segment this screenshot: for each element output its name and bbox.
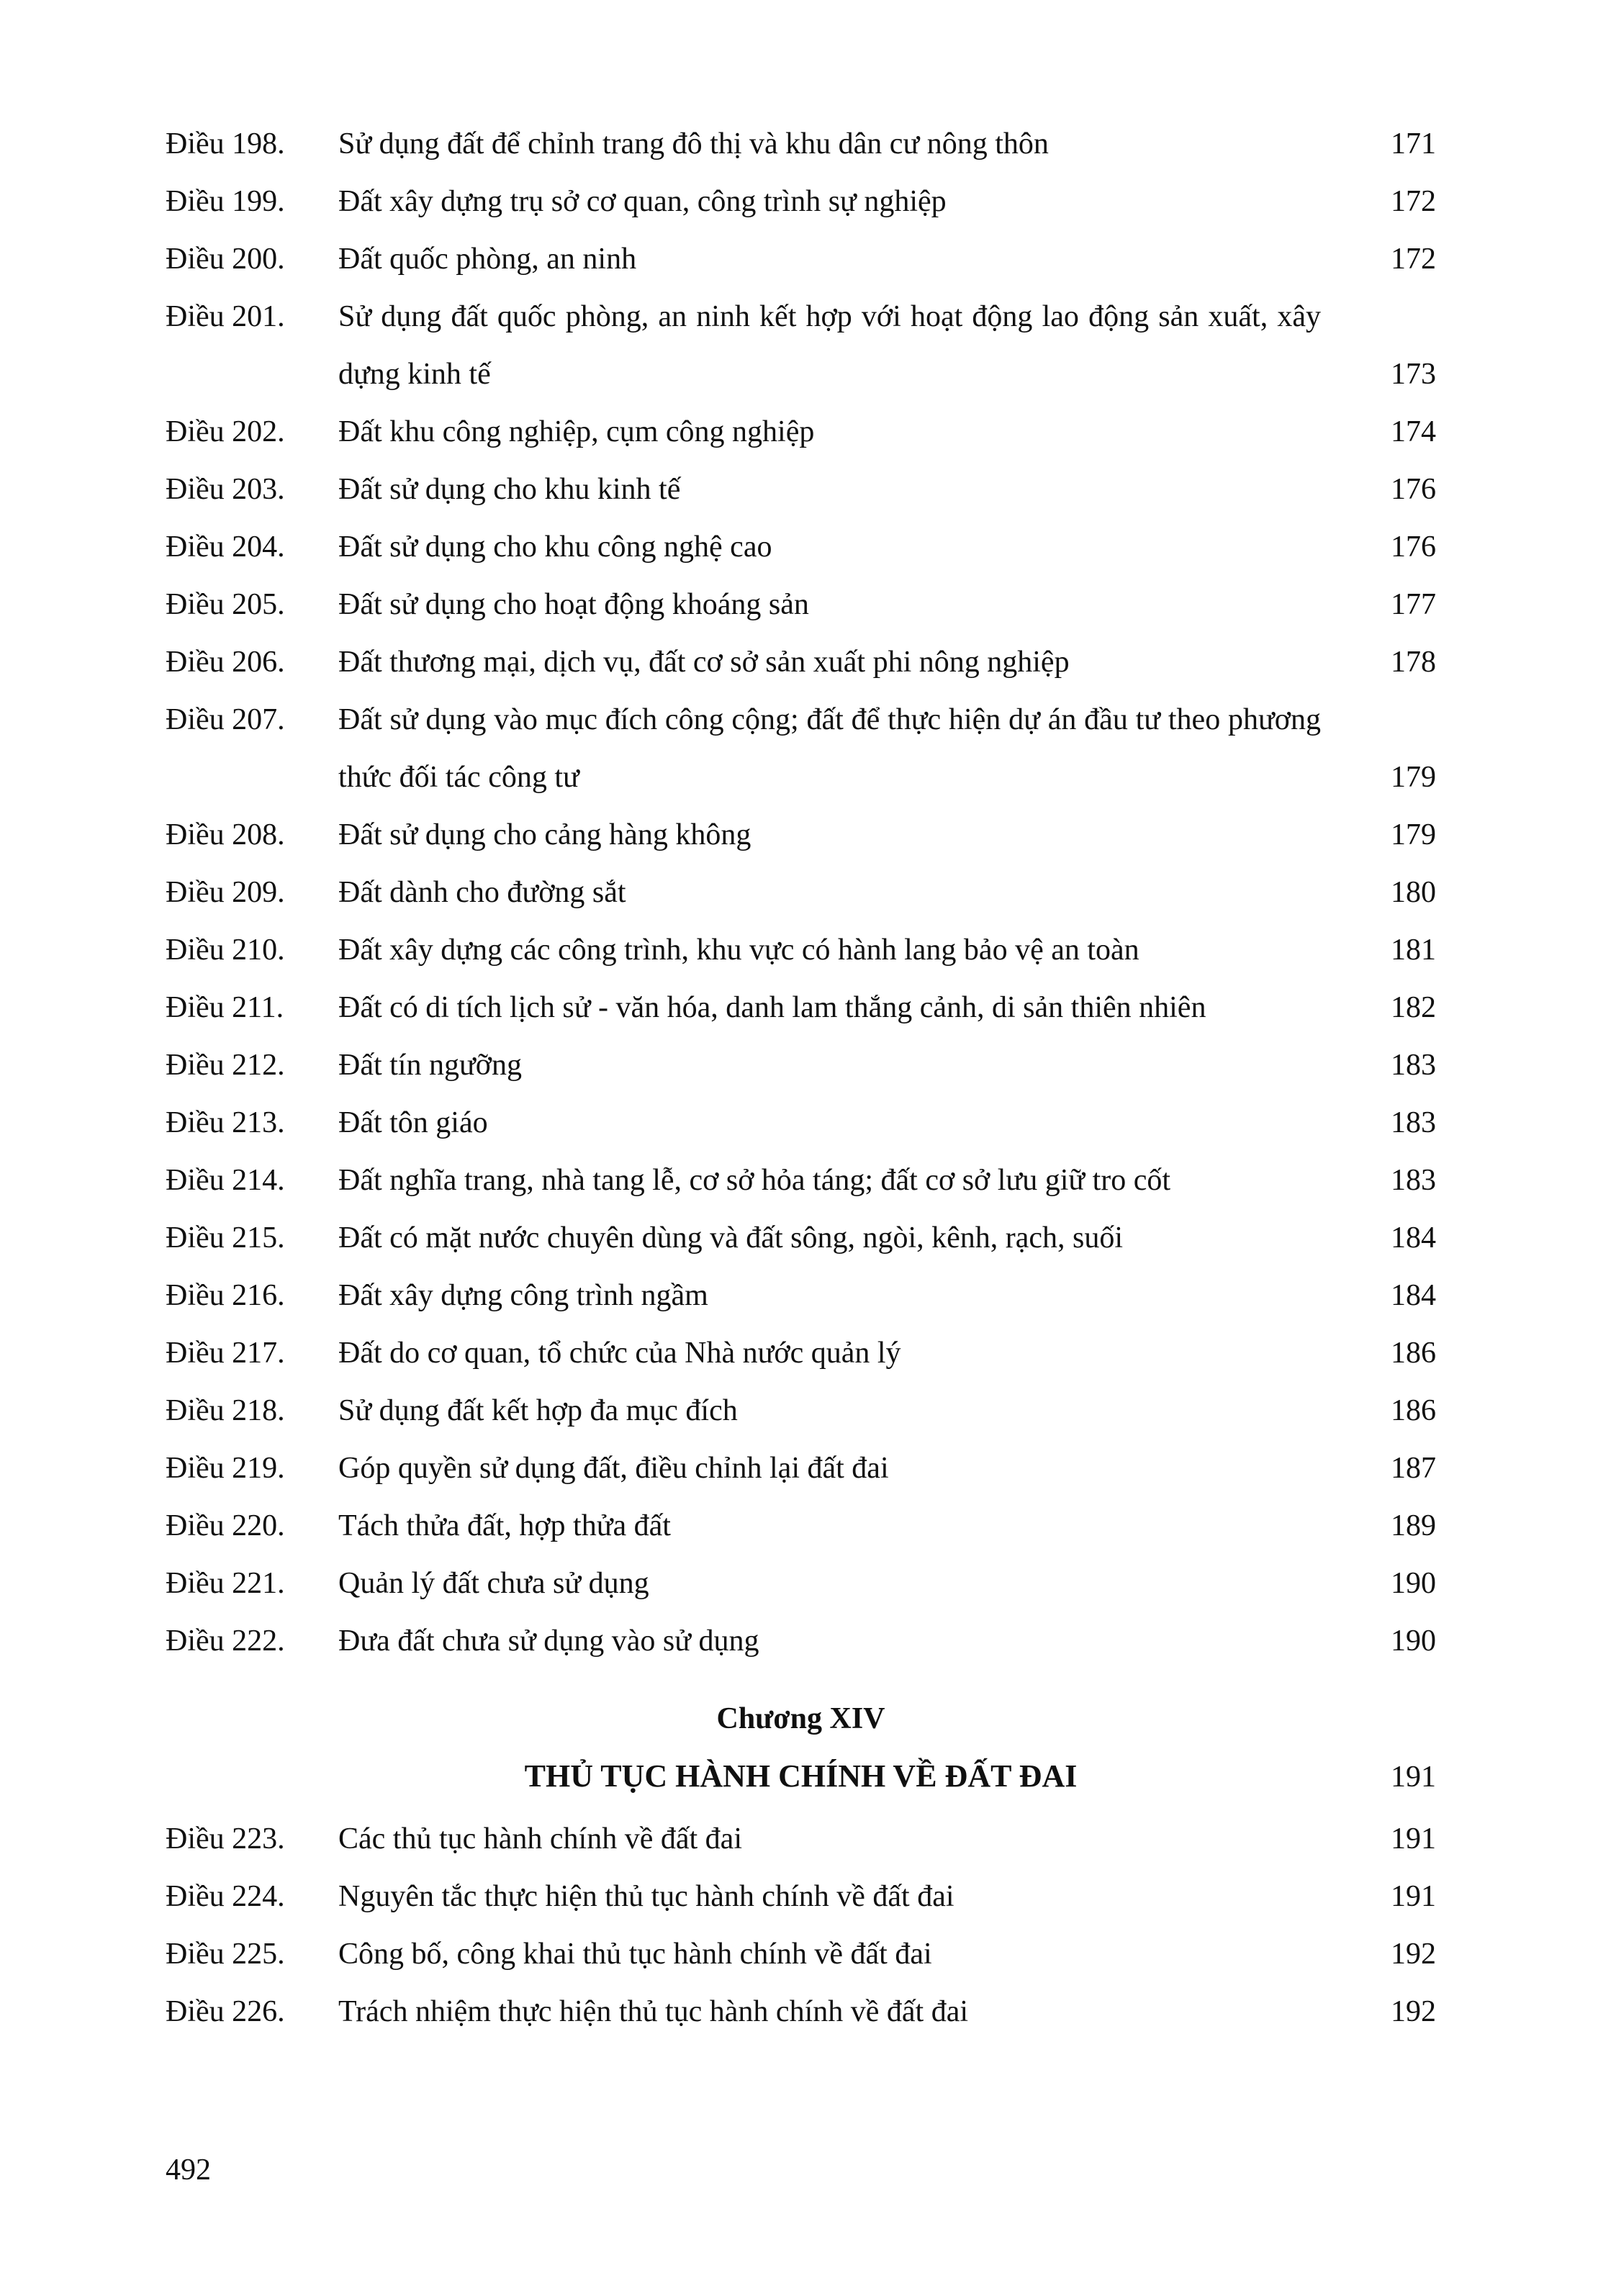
toc-entry-title: Đất do cơ quan, tổ chức của Nhà nước quản lý [338, 1337, 901, 1370]
toc-entry-page: 172 [1391, 185, 1436, 218]
toc-entry-title: Đất xây dựng trụ sở cơ quan, công trình sự nghiệp [338, 185, 947, 218]
toc-entry-page: 186 [1391, 1337, 1436, 1370]
toc-entry-title: Đất sử dụng cho khu công nghệ cao [338, 530, 772, 564]
toc-entry-label: Điều 198. [166, 127, 285, 161]
toc-entry-page: 190 [1391, 1624, 1436, 1658]
toc-entry-title: Đất quốc phòng, an ninh [338, 243, 637, 276]
toc-entry-title: Đất tôn giáo [338, 1106, 488, 1139]
toc-entry [166, 288, 1436, 403]
toc-entry [166, 461, 1436, 518]
toc-entry-page: 176 [1391, 530, 1436, 564]
toc-entry-page: 176 [1391, 473, 1436, 506]
toc-entry-page: 184 [1391, 1279, 1436, 1312]
toc-entry-label: Điều 221. [166, 1567, 285, 1600]
toc-entry-label: Điều 209. [166, 876, 285, 909]
toc-entry [166, 864, 1436, 921]
toc-entry [166, 1152, 1436, 1209]
toc-entry-label: Điều 204. [166, 530, 285, 564]
toc-entry [166, 633, 1436, 691]
toc-entry-page: 179 [1391, 818, 1436, 851]
toc-entry-label: Điều 210. [166, 934, 285, 967]
toc-entry [166, 1555, 1436, 1612]
toc-entry-page: 183 [1391, 1164, 1436, 1197]
toc-entry [166, 1324, 1436, 1382]
toc-entry-page: 177 [1391, 588, 1436, 621]
toc-entry [166, 576, 1436, 633]
toc-entry-title: Đất nghĩa trang, nhà tang lễ, cơ sở hỏa táng; đất cơ sở lưu giữ tro cốt [338, 1164, 1171, 1197]
toc-entry-title: Tách thửa đất, hợp thửa đất [338, 1509, 671, 1542]
toc-entry-label: Điều 220. [166, 1509, 285, 1542]
toc-entry-page: 183 [1391, 1049, 1436, 1082]
toc-entry-title: Sử dụng đất để chỉnh trang đô thị và khu dân cư nông thôn [338, 127, 1049, 161]
toc-entry-label: Điều 202. [166, 415, 285, 448]
toc-entry [166, 979, 1436, 1036]
toc-entry-page: 191 [1391, 1822, 1436, 1856]
toc-entry-label: Điều 213. [166, 1106, 285, 1139]
toc-entry-label: Điều 203. [166, 473, 285, 506]
toc-entry [166, 806, 1436, 864]
toc-entry-page: 173 [1391, 358, 1436, 391]
toc-entry-title: Đất sử dụng cho cảng hàng không [338, 818, 751, 851]
toc-entry [166, 115, 1436, 173]
toc-entry-label: Điều 223. [166, 1822, 285, 1856]
toc-entry-page: 192 [1391, 1995, 1436, 2028]
toc-entry [166, 1267, 1436, 1324]
toc-entry [166, 1382, 1436, 1439]
toc-entry-page: 171 [1391, 127, 1436, 161]
toc-entry [166, 691, 1436, 806]
toc-entry [166, 173, 1436, 230]
toc-entry [166, 1439, 1436, 1497]
toc-entry [166, 1983, 1436, 2040]
toc-entry [166, 1209, 1436, 1267]
toc-entry-label: Điều 208. [166, 818, 285, 851]
toc-entry-title: Đất sử dụng cho khu kinh tế [338, 473, 681, 506]
toc-entry-title: Góp quyền sử dụng đất, điều chỉnh lại đất đai [338, 1452, 889, 1485]
toc-entry-label: Điều 199. [166, 185, 285, 218]
toc-entry [166, 230, 1436, 288]
toc-entry [166, 518, 1436, 576]
toc-entry-page: 186 [1391, 1394, 1436, 1427]
toc-entry-label: Điều 215. [166, 1221, 285, 1255]
chapter-title-row [166, 1748, 1436, 1806]
toc-entry-title: Đất sử dụng cho hoạt động khoáng sản [338, 588, 809, 621]
toc-entry-label: Điều 219. [166, 1452, 285, 1485]
toc-entry-title: Đất thương mại, dịch vụ, đất cơ sở sản xuất phi nông nghiệp [338, 646, 1070, 679]
toc-entry-title: Sử dụng đất quốc phòng, an ninh kết hợp với hoạt động lao động sản xuất, xây dựng kinh tế [338, 300, 1321, 391]
toc-entry-page: 192 [1391, 1938, 1436, 1971]
chapter-heading [166, 1690, 1436, 1806]
toc-entry-title: Đất tín ngưỡng [338, 1049, 522, 1082]
toc-entry-page: 181 [1391, 934, 1436, 967]
toc-entry-label: Điều 212. [166, 1049, 285, 1082]
toc-entry-page: 179 [1391, 761, 1436, 794]
toc-entry-page: 187 [1391, 1452, 1436, 1485]
toc-entries-before-chapter [166, 115, 1436, 1670]
toc-entry [166, 1868, 1436, 1925]
toc-entry-title: Đất có mặt nước chuyên dùng và đất sông, ngòi, kênh, rạch, suối [338, 1221, 1124, 1255]
toc-entry-title: Trách nhiệm thực hiện thủ tục hành chính về đất đai [338, 1995, 969, 2028]
toc-entry-page: 180 [1391, 876, 1436, 909]
toc-entry [166, 1497, 1436, 1555]
toc-entry-title: Sử dụng đất kết hợp đa mục đích [338, 1394, 738, 1427]
toc-entry-label: Điều 226. [166, 1995, 285, 2028]
chapter-page-number: 191 [1391, 1761, 1436, 1794]
toc-entry [166, 1036, 1436, 1094]
toc-entry-label: Điều 200. [166, 243, 285, 276]
toc-entry-label: Điều 222. [166, 1624, 285, 1658]
footer-page-number: 492 [166, 2153, 211, 2187]
toc-entry-page: 183 [1391, 1106, 1436, 1139]
toc-entry-page: 189 [1391, 1509, 1436, 1542]
toc-entry-title: Đất dành cho đường sắt [338, 876, 626, 909]
toc-entry-label: Điều 224. [166, 1880, 285, 1913]
toc-entry [166, 921, 1436, 979]
toc-entry [166, 1094, 1436, 1152]
toc-entry-label: Điều 217. [166, 1337, 285, 1370]
toc-entry [166, 403, 1436, 461]
toc-entry [166, 1810, 1436, 1868]
toc-entry [166, 1925, 1436, 1983]
toc-entry-title: Đất xây dựng công trình ngầm [338, 1279, 708, 1312]
toc-entry-page: 182 [1391, 991, 1436, 1024]
toc-entry-page: 184 [1391, 1221, 1436, 1255]
chapter-title: THỦ TỤC HÀNH CHÍNH VỀ ĐẤT ĐAI [524, 1758, 1078, 1794]
toc-entry-title: Công bố, công khai thủ tục hành chính về đất đai [338, 1938, 932, 1971]
toc-entry-page: 178 [1391, 646, 1436, 679]
toc-entry-title: Đất khu công nghiệp, cụm công nghiệp [338, 415, 815, 448]
toc-entry-label: Điều 205. [166, 588, 285, 621]
chapter-number: Chương XIV [716, 1702, 885, 1735]
toc-entry [166, 1612, 1436, 1670]
toc-entry-label: Điều 216. [166, 1279, 285, 1312]
toc-entry-label: Điều 214. [166, 1164, 285, 1197]
toc-entry-label: Điều 218. [166, 1394, 285, 1427]
toc-entry-title: Nguyên tắc thực hiện thủ tục hành chính về đất đai [338, 1880, 954, 1913]
toc-entries-after-chapter [166, 1810, 1436, 2040]
toc-entry-page: 191 [1391, 1880, 1436, 1913]
toc-entry-label: Điều 206. [166, 646, 285, 679]
toc-entry-title: Các thủ tục hành chính về đất đai [338, 1822, 742, 1856]
toc-entry-label: Điều 225. [166, 1938, 285, 1971]
toc-entry-label: Điều 207. [166, 703, 285, 736]
toc-entry-label: Điều 211. [166, 991, 284, 1024]
toc-entry-label: Điều 201. [166, 300, 285, 333]
toc-entry-page: 174 [1391, 415, 1436, 448]
toc-entry-page: 190 [1391, 1567, 1436, 1600]
toc-entry-title: Đất có di tích lịch sử - văn hóa, danh lam thắng cảnh, di sản thiên nhiên [338, 991, 1206, 1024]
toc-entry-page: 172 [1391, 243, 1436, 276]
toc-entry-title: Đất sử dụng vào mục đích công cộng; đất để thực hiện dự án đầu tư theo phương thức đối tác công tư [338, 703, 1321, 794]
toc-entry-title: Đất xây dựng các công trình, khu vực có hành lang bảo vệ an toàn [338, 934, 1139, 967]
toc-entry-title: Quản lý đất chưa sử dụng [338, 1567, 649, 1600]
toc-entry-title: Đưa đất chưa sử dụng vào sử dụng [338, 1624, 759, 1658]
